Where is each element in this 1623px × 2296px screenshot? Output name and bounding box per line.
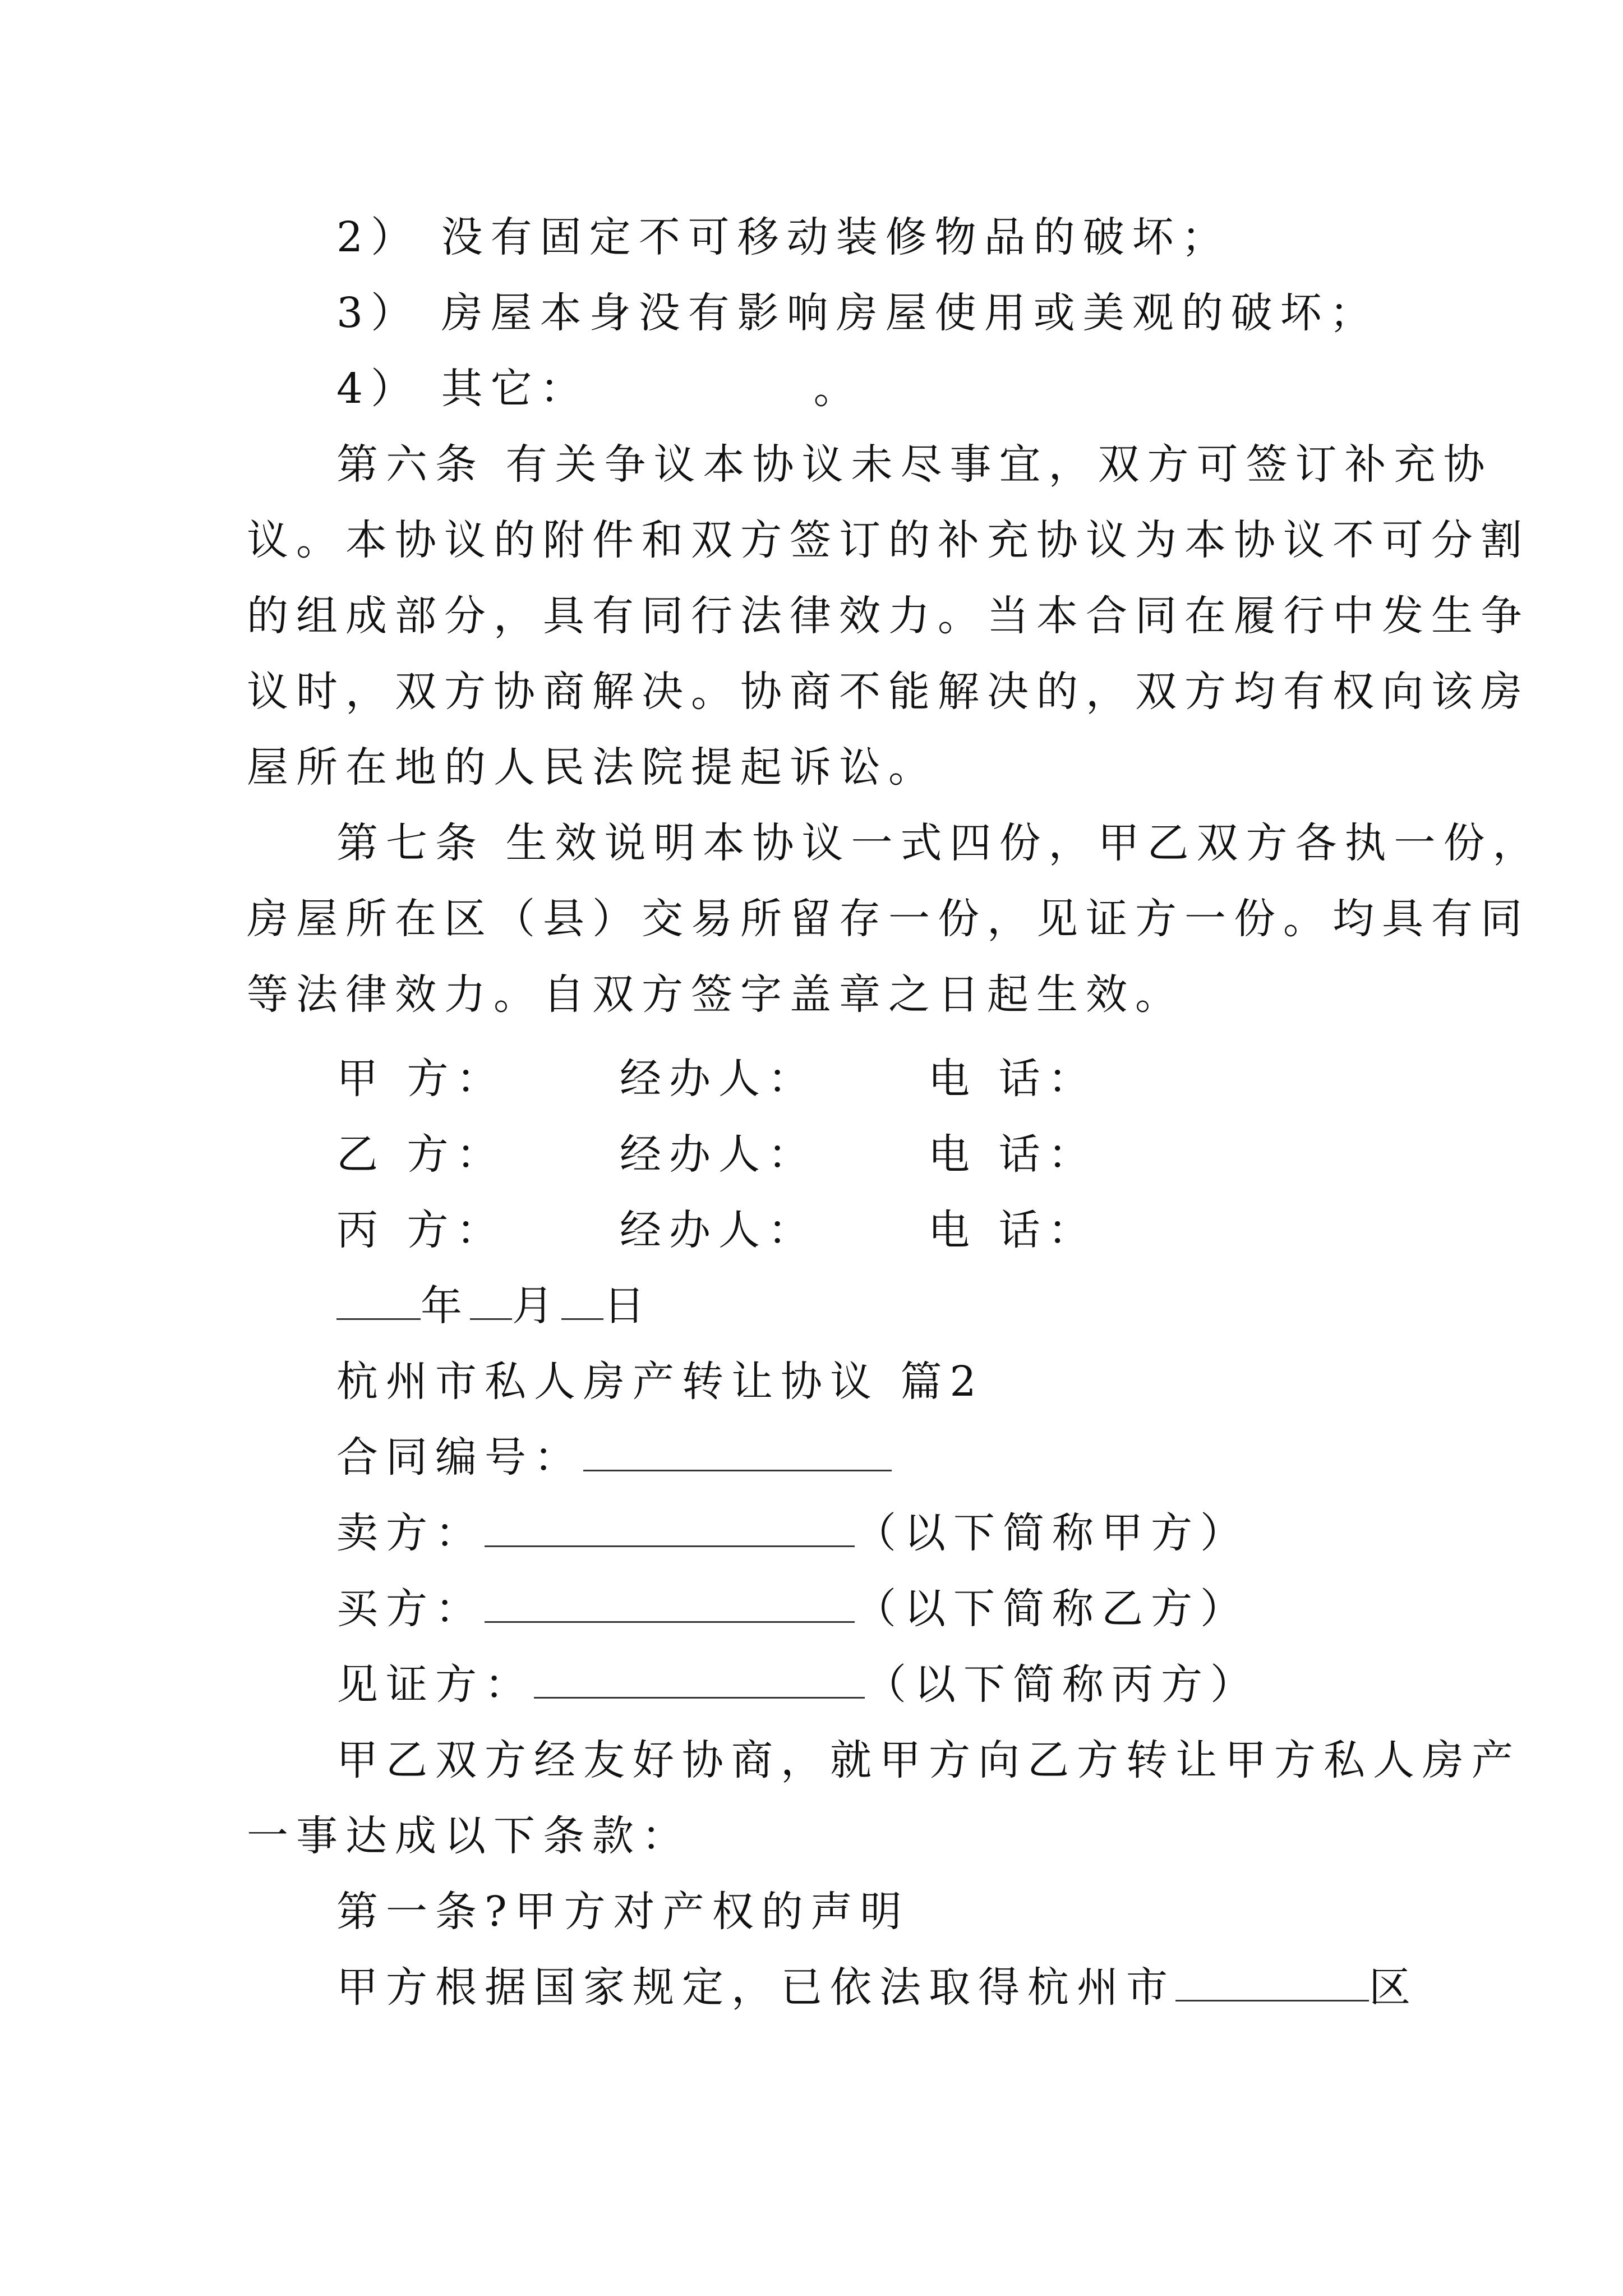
- article-6-line-5: 屋所在地的人民法院提起诉讼。: [247, 743, 938, 792]
- buyer-blank: [485, 1586, 855, 1623]
- article-6-line-1: 第六条 有关争议本协议未尽事宜，双方可签订补充协: [336, 440, 1493, 489]
- district-blank: [1175, 1965, 1369, 2001]
- month-label: 月: [512, 1282, 561, 1330]
- signature-agent-b: 经办人：: [620, 1130, 817, 1179]
- intro-line-2: 一事达成以下条款：: [247, 1812, 691, 1860]
- day-blank: [561, 1283, 603, 1320]
- witness-blank: [534, 1662, 865, 1699]
- signature-party-b: 乙 方：: [336, 1130, 506, 1179]
- district-label: 区: [1369, 1963, 1418, 2012]
- intro-line-1: 甲乙双方经友好协商，就甲方向乙方转让甲方私人房产: [336, 1736, 1521, 1784]
- month-blank: [470, 1283, 512, 1320]
- seller-label: 卖方：: [336, 1509, 485, 1557]
- article-1-text: 甲方根据国家规定，已依法取得杭州市: [336, 1963, 1175, 2012]
- witness-label: 见证方：: [336, 1660, 534, 1709]
- buyer-suffix: （以下简称乙方）: [855, 1585, 1249, 1633]
- clause-item-4: [336, 364, 863, 414]
- signature-phone-a: 电 话：: [928, 1055, 1098, 1103]
- witness-suffix: （以下简称丙方）: [865, 1660, 1260, 1709]
- signature-party-a: 甲 方：: [336, 1055, 506, 1103]
- article-7-line-1: 第七条 生效说明本协议一式四份，甲乙双方各执一份，: [336, 819, 1542, 867]
- clause-item-4-end: 。: [813, 365, 863, 413]
- article-6-line-3: 的组成部分，具有同行法律效力。当本合同在履行中发生争: [247, 592, 1530, 640]
- contract-number-line: [336, 1432, 892, 1483]
- signature-agent-c: 经办人：: [620, 1206, 817, 1254]
- article-6-line-2: 议。本协议的附件和双方签订的补充协议为本协议不可分割: [247, 516, 1530, 564]
- buyer-label: 买方：: [336, 1585, 485, 1633]
- contract-number-blank: [583, 1435, 892, 1471]
- article-6-line-4: 议时，双方协商解决。协商不能解决的，双方均有权向该房: [247, 668, 1530, 716]
- witness-line: [336, 1659, 1260, 1710]
- signature-phone-b: 电 话：: [928, 1130, 1098, 1179]
- clause-item-2: 2） 没有固定不可移动装修物品的破坏；: [336, 213, 1231, 261]
- article-7-line-2: 房屋所在区（县）交易所留存一份，见证方一份。均具有同: [247, 895, 1530, 943]
- signature-agent-a: 经办人：: [620, 1055, 817, 1103]
- seller-blank: [485, 1511, 855, 1547]
- year-label: 年: [421, 1282, 470, 1330]
- article-7-line-3: 等法律效力。自双方签字盖章之日起生效。: [247, 970, 1184, 1019]
- signature-phone-c: 电 话：: [928, 1206, 1098, 1254]
- signature-party-c: 丙 方：: [336, 1206, 506, 1254]
- date-line: [336, 1281, 653, 1331]
- contract-number-label: 合同编号：: [336, 1433, 583, 1481]
- seller-suffix: （以下简称甲方）: [855, 1509, 1249, 1557]
- section-title: 杭州市私人房产转让协议 篇2: [336, 1358, 984, 1406]
- article-1-title: 第一条?甲方对产权的声明: [336, 1888, 910, 1936]
- clause-item-3: 3） 房屋本身没有影响房屋使用或美观的破坏；: [336, 289, 1379, 337]
- day-label: 日: [603, 1282, 653, 1330]
- seller-line: [336, 1508, 1249, 1558]
- buyer-line: [336, 1584, 1249, 1634]
- year-blank: [336, 1283, 421, 1320]
- article-1-line-1: [336, 1962, 1418, 2013]
- clause-item-4-label: 4） 其它：: [336, 365, 589, 413]
